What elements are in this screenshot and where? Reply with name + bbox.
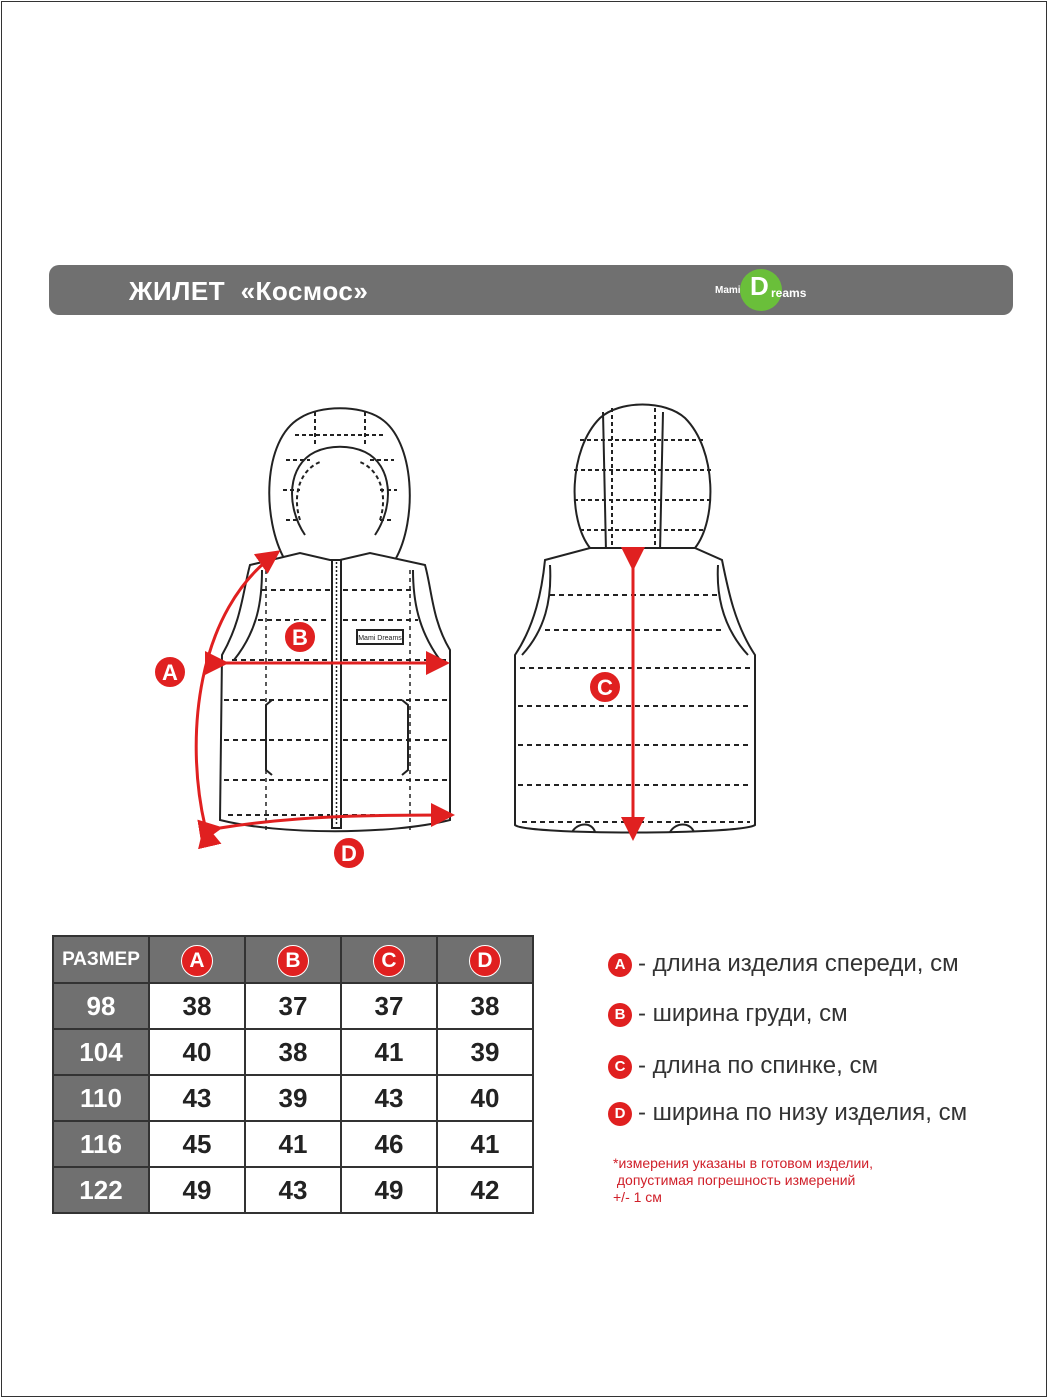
logo-text-right: reams: [771, 286, 807, 300]
table-row: [53, 1167, 533, 1213]
table-cell: 41: [245, 1121, 341, 1167]
legend-item-a: [608, 950, 959, 978]
size-table: [52, 935, 534, 1214]
logo-text-left: Mami: [715, 285, 741, 296]
table-row: [53, 1029, 533, 1075]
table-cell: 38: [437, 983, 533, 1029]
table-cell: 49: [341, 1167, 437, 1213]
size-column-header: РАЗМЕР: [53, 936, 149, 983]
table-header-row: [53, 936, 533, 983]
table-cell: 43: [341, 1075, 437, 1121]
table-cell: 43: [149, 1075, 245, 1121]
legend-text-a: - длина изделия спереди, см: [638, 950, 959, 977]
table-cell: 38: [245, 1029, 341, 1075]
logo-text-d: D: [750, 271, 769, 301]
badge-a: A: [181, 945, 213, 977]
label-a: [154, 656, 186, 688]
size-cell: 116: [53, 1121, 149, 1167]
badge-c: C: [373, 945, 405, 977]
column-header-d: [437, 936, 533, 983]
table-cell: 45: [149, 1121, 245, 1167]
size-cell: 110: [53, 1075, 149, 1121]
legend-item-d: [608, 1099, 967, 1127]
badge-b: B: [277, 945, 309, 977]
label-a-text: A: [162, 660, 178, 685]
chest-label-text: Mami Dreams: [358, 635, 402, 642]
legend-badge-b: B: [608, 1003, 632, 1027]
table-cell: 38: [149, 983, 245, 1029]
label-b-text: B: [292, 625, 308, 650]
note-line-3: +/- 1 см: [613, 1189, 662, 1205]
vest-back-view: [515, 405, 755, 833]
column-header-b: [245, 936, 341, 983]
table-cell: 40: [149, 1029, 245, 1075]
table-row: [53, 983, 533, 1029]
legend-badge-c: C: [608, 1055, 632, 1079]
table-cell: 43: [245, 1167, 341, 1213]
badge-d: D: [469, 945, 501, 977]
table-cell: 40: [437, 1075, 533, 1121]
vest-front-view: [220, 408, 450, 831]
legend-item-b: [608, 1000, 848, 1028]
page-title: ЖИЛЕТ «Космос»: [129, 276, 369, 306]
label-d-text: D: [341, 841, 357, 866]
table-cell: 41: [341, 1029, 437, 1075]
legend-badge-d: D: [608, 1102, 632, 1126]
measurement-note: [613, 1155, 873, 1206]
note-line-1: *измерения указаны в готовом изделии,: [613, 1155, 873, 1171]
table-cell: 46: [341, 1121, 437, 1167]
table-row: [53, 1075, 533, 1121]
legend-badge-a: A: [608, 953, 632, 977]
label-d: [333, 837, 365, 869]
legend-text-d: - ширина по низу изделия, см: [638, 1099, 968, 1126]
size-cell: 104: [53, 1029, 149, 1075]
table-cell: 37: [245, 983, 341, 1029]
size-cell: 98: [53, 983, 149, 1029]
table-cell: 41: [437, 1121, 533, 1167]
table-cell: 42: [437, 1167, 533, 1213]
table-row: [53, 1121, 533, 1167]
table-cell: 49: [149, 1167, 245, 1213]
note-line-2: допустимая погрешность измерений: [613, 1172, 856, 1188]
legend-item-c: [608, 1052, 878, 1080]
table-cell: 39: [245, 1075, 341, 1121]
legend-text-c: - длина по спинке, см: [638, 1052, 878, 1079]
label-c: [589, 671, 621, 703]
legend-text-b: - ширина груди, см: [638, 1000, 848, 1027]
table-cell: 39: [437, 1029, 533, 1075]
column-header-a: [149, 936, 245, 983]
label-c-text: C: [597, 675, 613, 700]
column-header-c: [341, 936, 437, 983]
table-cell: 37: [341, 983, 437, 1029]
size-cell: 122: [53, 1167, 149, 1213]
label-b: [284, 621, 316, 653]
